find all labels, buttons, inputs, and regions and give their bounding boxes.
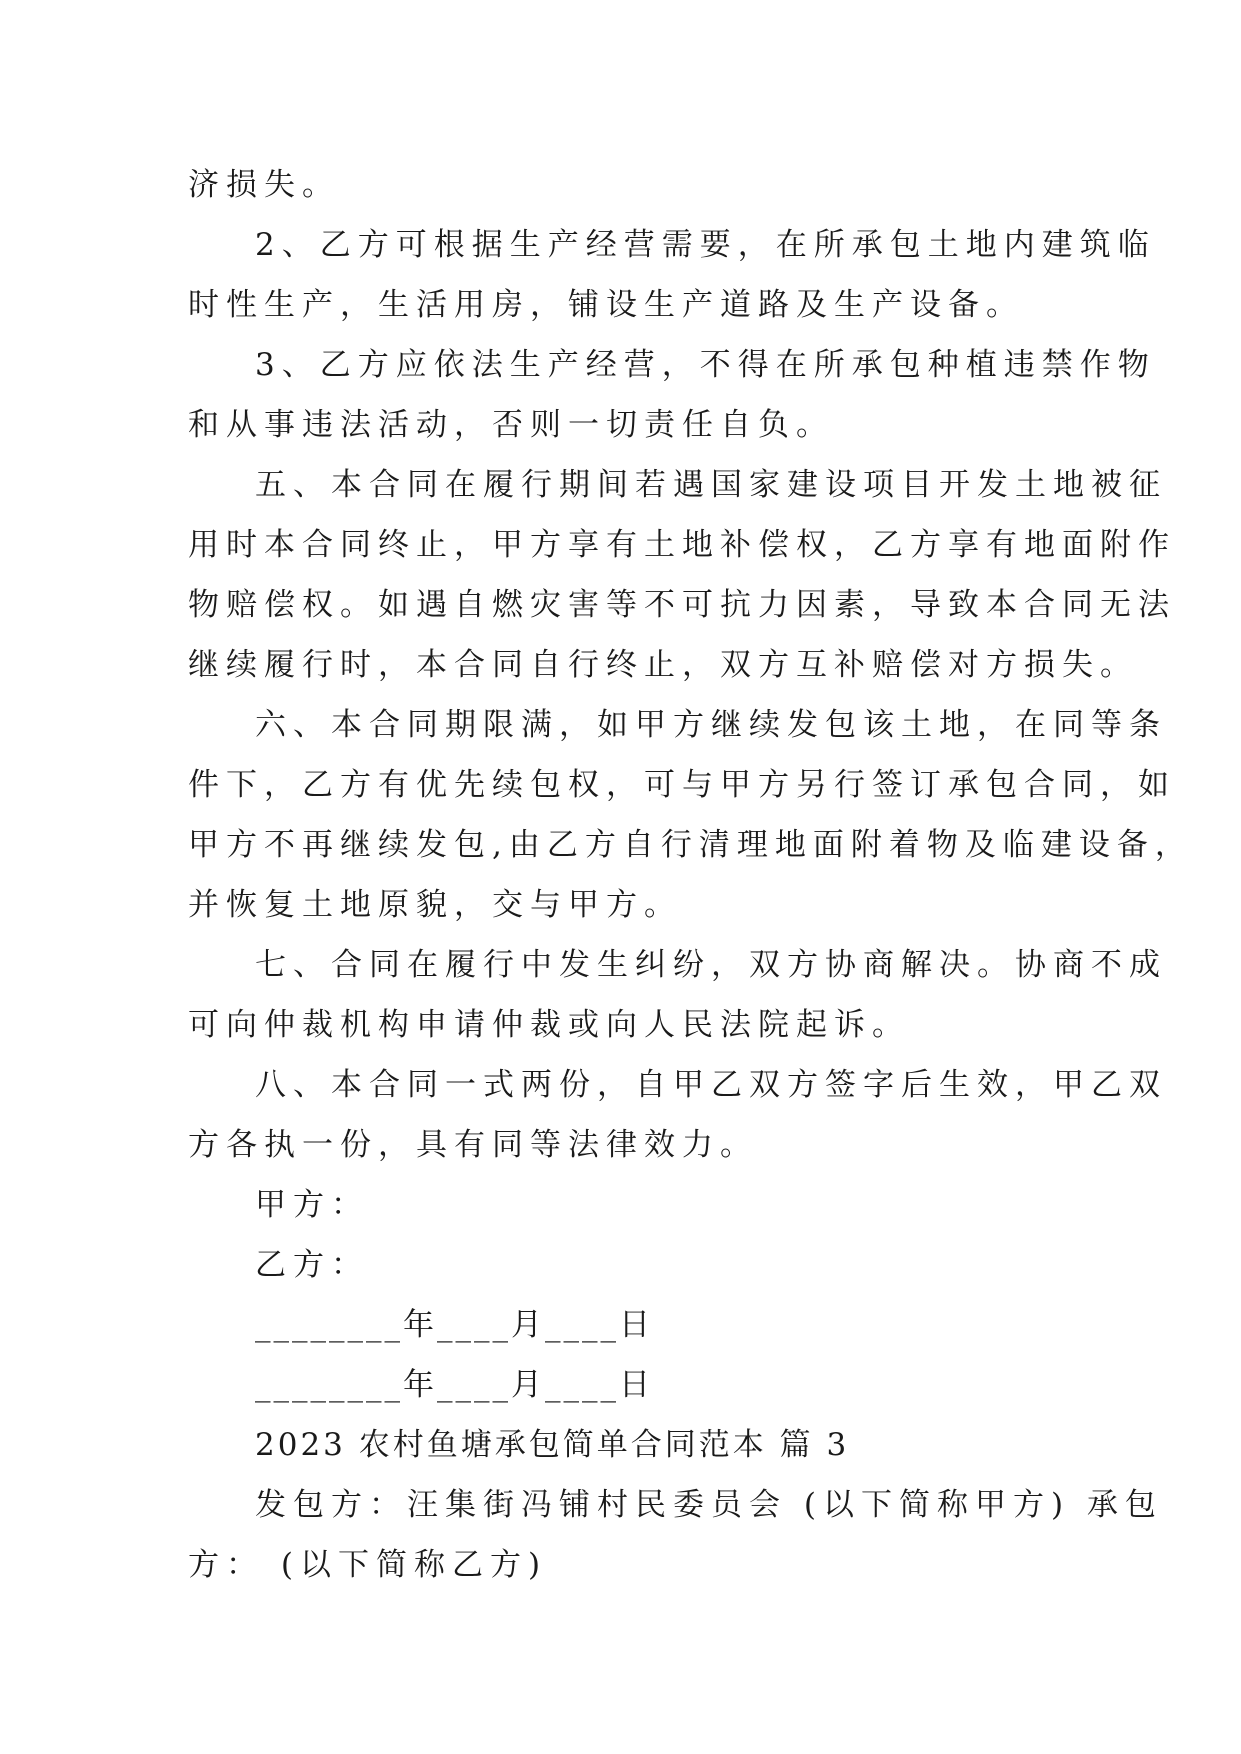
text-line: 七、合同在履行中发生纠纷，双方协商解决。协商不成 bbox=[255, 947, 1167, 983]
party-b-signature-line: 乙方： bbox=[255, 1247, 369, 1283]
text-line: 和从事违法活动，否则一切责任自负。 bbox=[188, 407, 834, 443]
text-line: 济损失。 bbox=[188, 167, 340, 203]
text-line: 并恢复土地原貌，交与甲方。 bbox=[188, 887, 682, 923]
text-line: 件下，乙方有优先续包权，可与甲方另行签订承包合同，如 bbox=[188, 767, 1176, 803]
text-line: 继续履行时，本合同自行终止，双方互补赔偿对方损失。 bbox=[188, 647, 1138, 683]
party-a-signature-line: 甲方： bbox=[255, 1187, 369, 1223]
text-line: 时性生产，生活用房，铺设生产道路及生产设备。 bbox=[188, 287, 1024, 323]
text-line: 发包方：汪集街冯铺村民委员会 (以下简称甲方) 承包 bbox=[255, 1487, 1163, 1523]
text-line: 六、本合同期限满，如甲方继续发包该土地，在同等条 bbox=[255, 707, 1167, 743]
text-line: 3、乙方应依法生产经营，不得在所承包种植违禁作物 bbox=[255, 347, 1156, 383]
text-line: 可向仲裁机构申请仲裁或向人民法院起诉。 bbox=[188, 1007, 910, 1043]
text-line: 方各执一份，具有同等法律效力。 bbox=[188, 1127, 758, 1163]
text-line: 方： (以下简称乙方) bbox=[188, 1547, 548, 1583]
text-line: 甲方不再继续发包,由乙方自行清理地面附着物及临建设备， bbox=[188, 827, 1193, 863]
document-page bbox=[188, 155, 1193, 1595]
text-line: 五、本合同在履行期间若遇国家建设项目开发土地被征 bbox=[255, 467, 1167, 503]
section-heading: 2023 农村鱼塘承包简单合同范本 篇 3 bbox=[255, 1427, 850, 1463]
text-line: 物赔偿权。如遇自燃灾害等不可抗力因素，导致本合同无法 bbox=[188, 587, 1176, 623]
text-line: 2、乙方可根据生产经营需要，在所承包土地内建筑临 bbox=[255, 227, 1156, 263]
text-line: 八、本合同一式两份，自甲乙双方签字后生效，甲乙双 bbox=[255, 1067, 1167, 1103]
date-line: ________年____月____日 bbox=[255, 1307, 653, 1343]
date-line: ________年____月____日 bbox=[255, 1367, 653, 1403]
text-line: 用时本合同终止，甲方享有土地补偿权，乙方享有地面附作 bbox=[188, 527, 1176, 563]
